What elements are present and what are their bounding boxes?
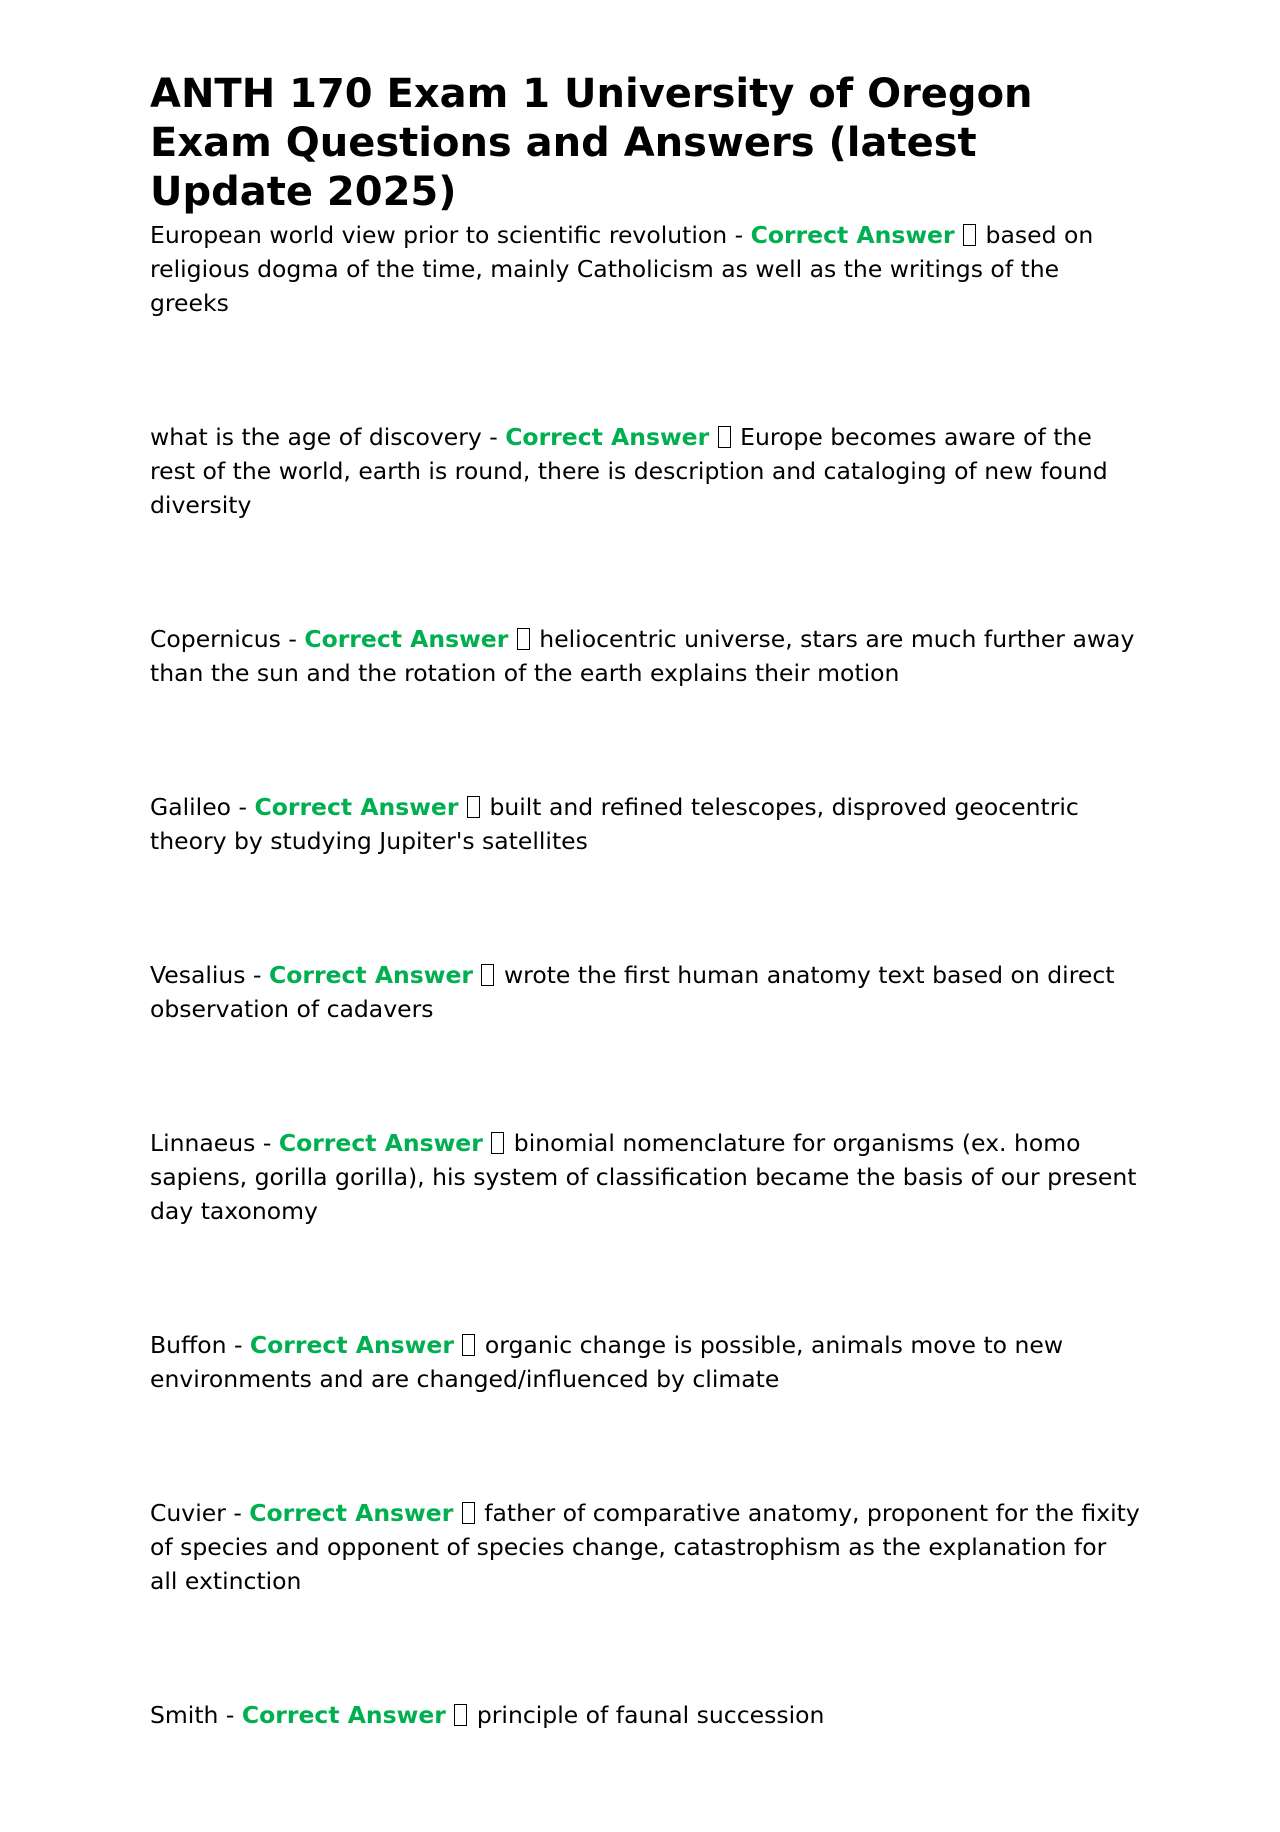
question-term: Buffon: [150, 1331, 227, 1359]
correct-answer-label: Correct Answer: [278, 1129, 483, 1157]
question-term: Linnaeus: [150, 1129, 256, 1157]
missing-glyph-icon: [491, 1132, 504, 1154]
qa-item: [150, 958, 1140, 1026]
missing-glyph-icon: [467, 796, 480, 818]
term-separator: -: [727, 221, 751, 249]
correct-answer-label: Correct Answer: [268, 961, 473, 989]
term-separator: -: [225, 1499, 250, 1527]
question-term: Copernicus: [150, 625, 281, 653]
answer-text: father of comparative anatomy, proponent for the fixity of species and opponent of species change, catastrophism as the explanation for all extinction: [150, 1499, 1140, 1595]
missing-glyph-icon: [454, 1704, 467, 1726]
term-separator: -: [231, 793, 255, 821]
answer-text: binomial nomenclature for organisms (ex. homo sapiens, gorilla gorilla), his system of classification became the basis of our present day taxonomy: [150, 1129, 1137, 1225]
correct-answer-label: Correct Answer: [241, 1701, 446, 1729]
missing-glyph-icon: [462, 1334, 475, 1356]
qa-item: [150, 1126, 1140, 1228]
question-term: Vesalius: [150, 961, 246, 989]
document-page: [150, 70, 1140, 1832]
correct-answer-label: Correct Answer: [750, 221, 955, 249]
correct-answer-label: Correct Answer: [249, 1499, 454, 1527]
qa-list: [150, 218, 1140, 1732]
missing-glyph-icon: [517, 628, 530, 650]
missing-glyph-icon: [462, 1502, 475, 1524]
term-separator: -: [481, 423, 506, 451]
correct-answer-label: Correct Answer: [505, 423, 710, 451]
qa-item: [150, 1496, 1140, 1598]
correct-answer-label: Correct Answer: [304, 625, 509, 653]
term-separator: -: [218, 1701, 242, 1729]
missing-glyph-icon: [963, 224, 976, 246]
qa-item: [150, 1328, 1140, 1396]
answer-text: based on religious dogma of the time, mainly Catholicism as well as the writings of the greeks: [150, 221, 1094, 317]
missing-glyph-icon: [481, 964, 494, 986]
answer-text: principle of faunal succession: [476, 1701, 825, 1729]
qa-item: [150, 218, 1140, 320]
qa-item: [150, 622, 1140, 690]
document-title: ANTH 170 Exam 1 University of Oregon Exam Questions and Answers (latest Update 2025): [150, 71, 1033, 215]
answer-text: built and refined telescopes, disproved geocentric theory by studying Jupiter's satellites: [150, 793, 1079, 855]
question-term: Cuvier: [150, 1499, 226, 1527]
question-term: what is the age of discovery: [150, 423, 482, 451]
answer-text: wrote the first human anatomy text based on direct observation of cadavers: [150, 961, 1115, 1023]
qa-item: [150, 790, 1140, 858]
answer-text: heliocentric universe, stars are much further away than the sun and the rotation of the earth explains their motion: [150, 625, 1135, 687]
term-separator: -: [245, 961, 269, 989]
term-separator: -: [255, 1129, 279, 1157]
qa-item: [150, 1698, 1140, 1732]
correct-answer-label: Correct Answer: [249, 1331, 454, 1359]
term-separator: -: [226, 1331, 250, 1359]
qa-item: [150, 420, 1140, 522]
correct-answer-label: Correct Answer: [254, 793, 459, 821]
answer-text: organic change is possible, animals move to new environments and are changed/influenced by climate: [150, 1331, 1064, 1393]
answer-text: Europe becomes aware of the rest of the world, earth is round, there is description and cataloging of new found diversity: [150, 423, 1108, 519]
missing-glyph-icon: [718, 426, 731, 448]
question-term: European world view prior to scientific revolution: [150, 221, 728, 249]
question-term: Galileo: [150, 793, 232, 821]
term-separator: -: [280, 625, 305, 653]
question-term: Smith: [150, 1701, 219, 1729]
